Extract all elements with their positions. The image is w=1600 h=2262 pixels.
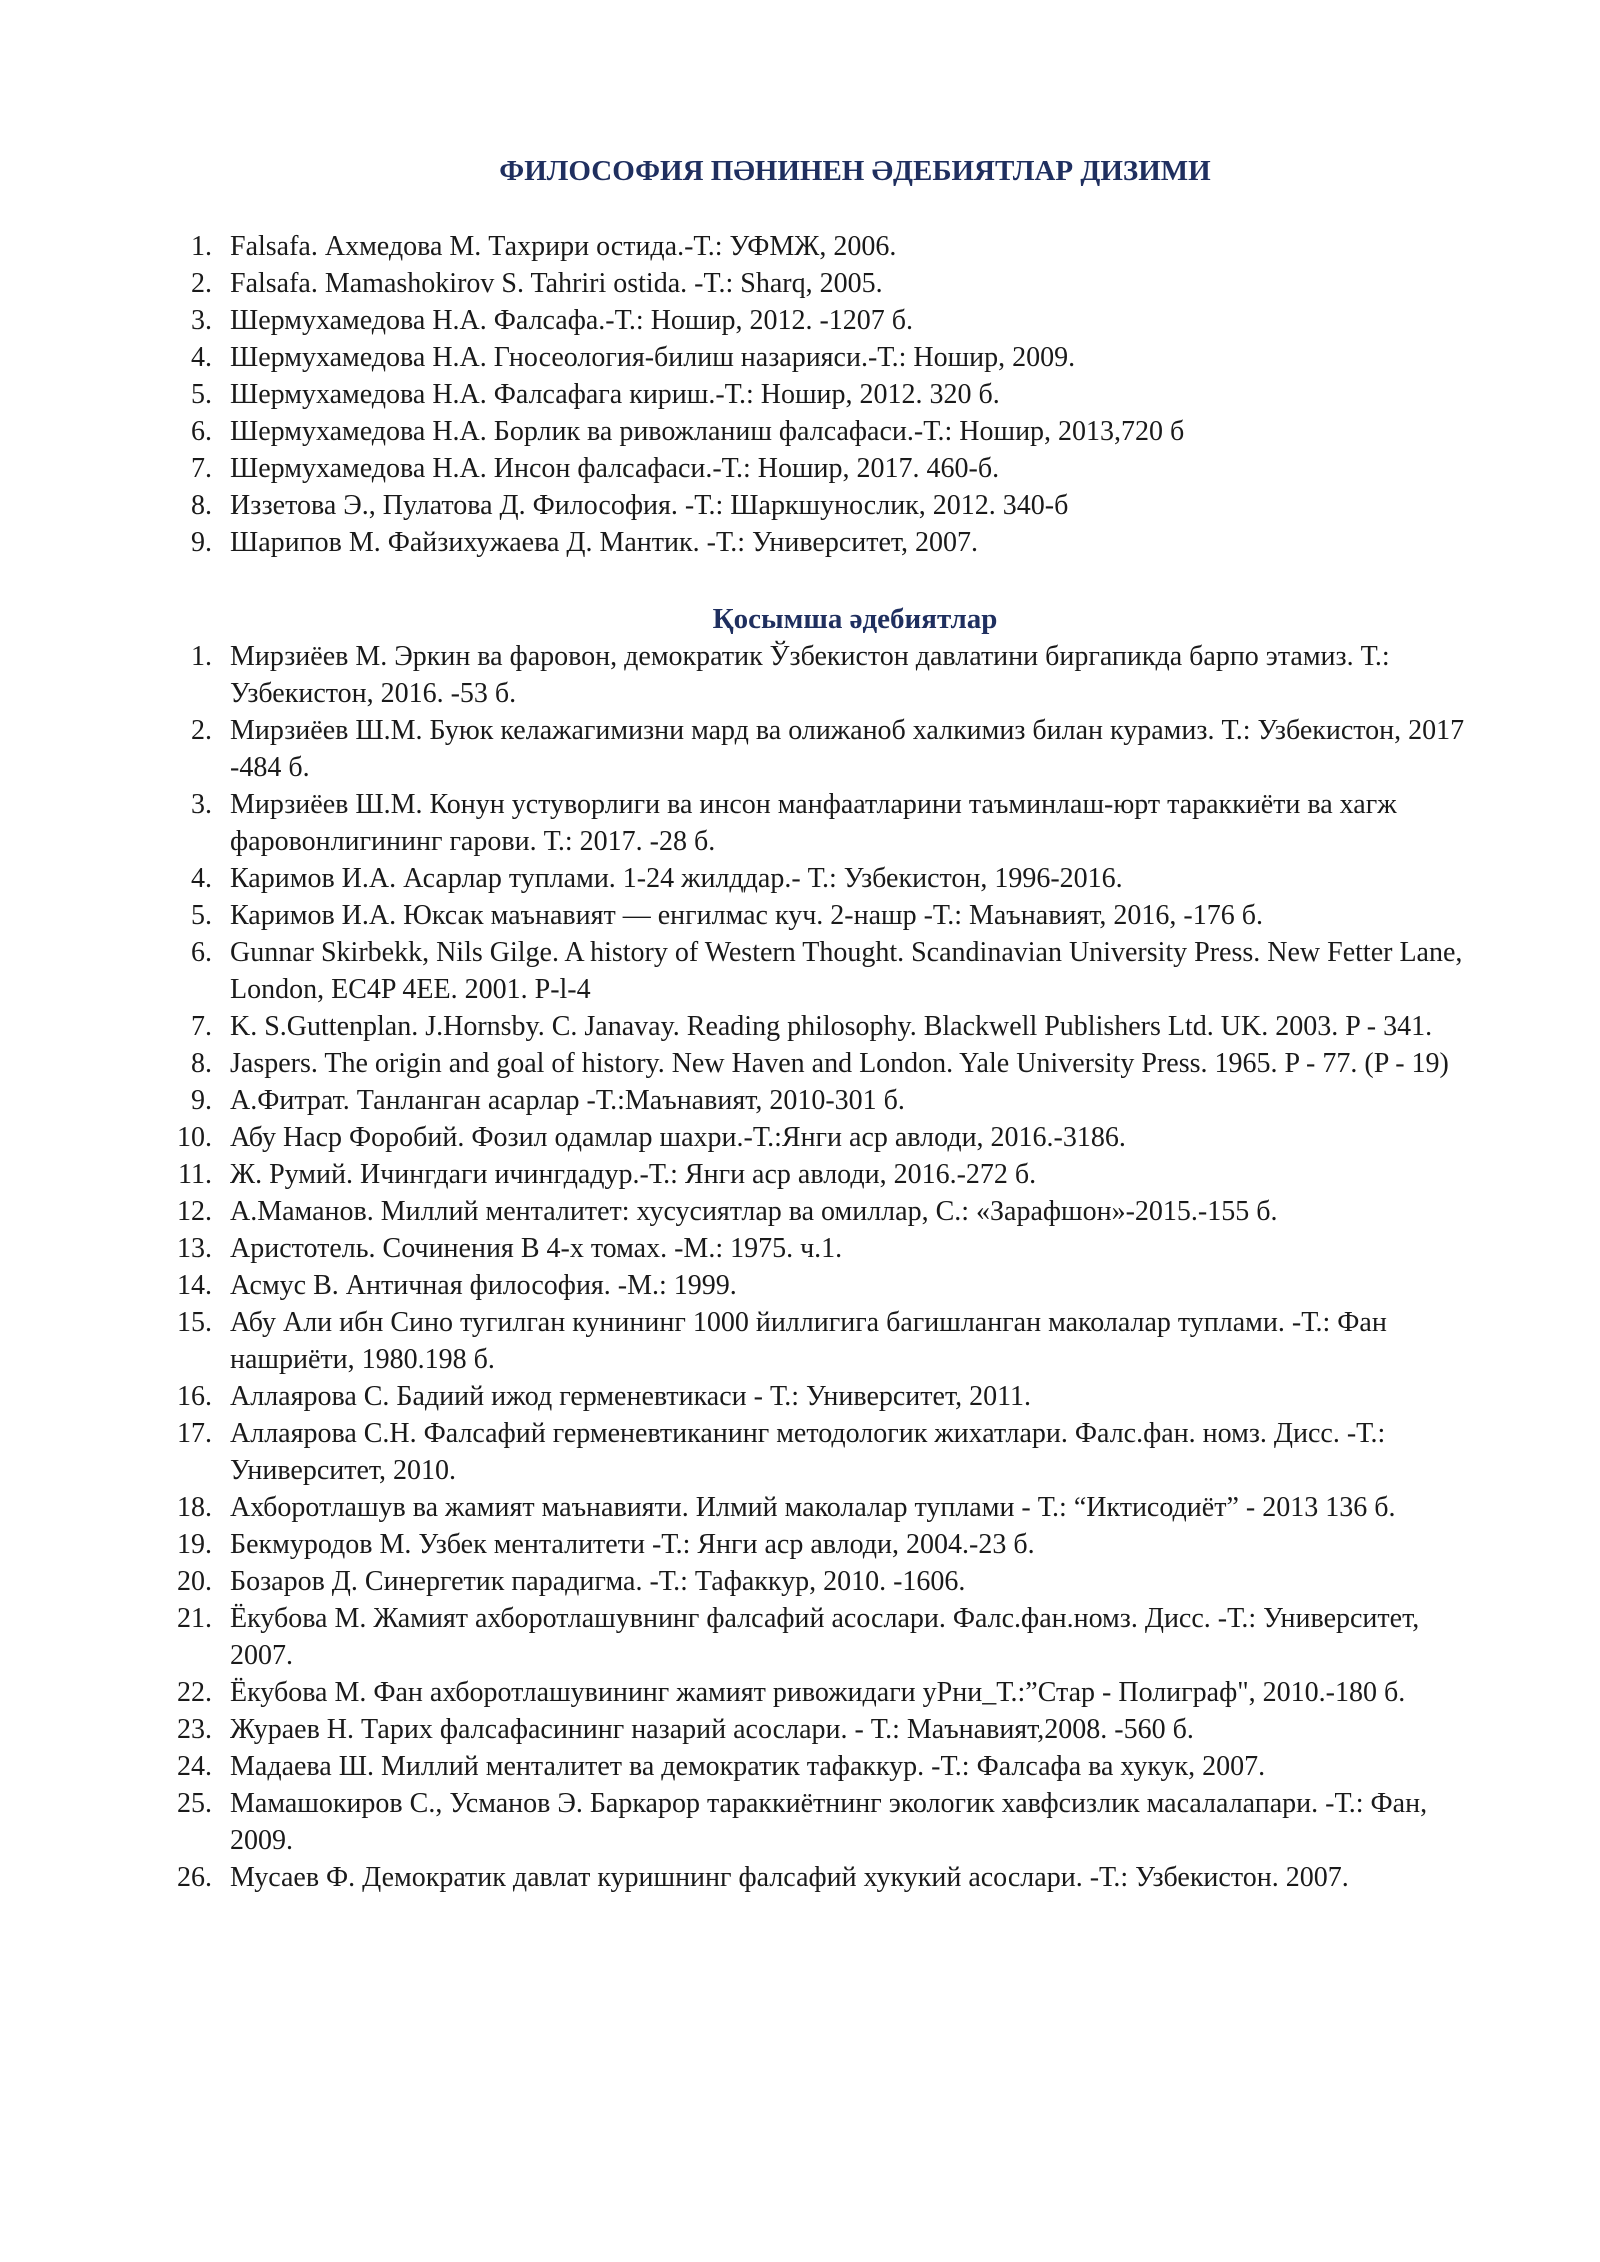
list-item — [0, 1748, 1480, 1785]
list-item-number: 1. — [191, 231, 212, 262]
list-item — [0, 1082, 1480, 1119]
list-item-number: 14. — [177, 1270, 212, 1301]
list-item-number: 8. — [191, 1048, 212, 1079]
list-item-text: Бекмуродов М. Узбек менталитети -Т.: Янги аср авлоди, 2004.-23 б. — [230, 1529, 1035, 1560]
list-item — [0, 302, 1480, 339]
list-item-text: K. S.Guttenplan. J.Hornsby. C. Janavay. Reading philosophy. Blackwell Publishers Ltd. UK. 2003. P - 341. — [230, 1011, 1433, 1042]
list-item-text: Мадаева Ш. Миллий менталитет ва демократик тафаккур. -Т.: Фалсафа ва хукук, 2007. — [230, 1751, 1266, 1782]
list-item-text: Иззетова Э., Пулатова Д. Философия. -Т.: Шаркшунослик, 2012. 340-б — [230, 490, 1069, 521]
list-item — [0, 1859, 1480, 1896]
list-item-text: Мамашокиров С., Усманов Э. Баркарор тараккиётнинг экологик хавфсизлик масалалапари. -Т.: Фан, 2009. — [230, 1788, 1428, 1856]
list-item — [0, 1119, 1480, 1156]
list-item-text: Ёкубова М. Жамият ахборотлашувнинг фалсафий асослари. Фалс.фан.номз. Дисс. -Т.: Университет, 2007. — [230, 1603, 1420, 1671]
list-item — [0, 1008, 1480, 1045]
list-item — [0, 1711, 1480, 1748]
list-item-text: Асмус В. Античная философия. -М.: 1999. — [230, 1270, 737, 1301]
list-item-text: Каримов И.А. Асарлар туплами. 1-24 жилддар.- Т.: Узбекистон, 1996-2016. — [230, 863, 1123, 894]
list-item-number: 1. — [191, 641, 212, 672]
list-item-number: 9. — [191, 527, 212, 558]
list-item-text: Gunnar Skirbekk, Nils Gilge. A history of Western Thought. Scandinavian University Press. New Fetter Lane, London, EC4P 4EE. 2001. P-l-4 — [230, 937, 1463, 1005]
list-item-number: 8. — [191, 490, 212, 521]
additional-literature-title: Қосымша әдебиятлар — [712, 603, 998, 635]
list-item-text: Мирзиёев М. Эркин ва фаровон, демократик Ўзбекистон давлатини биргапикда барпо этамиз. Т.: Узбекистон, 2016. -53 б. — [230, 641, 1390, 709]
list-item — [0, 339, 1480, 376]
list-item-text: Бозаров Д. Синергетик парадигма. -Т.: Тафаккур, 2010. -1606. — [230, 1566, 966, 1597]
list-item-number: 13. — [177, 1233, 212, 1264]
list-item-number: 18. — [177, 1492, 212, 1523]
list-item-number: 6. — [191, 416, 212, 447]
list-item-number: 4. — [191, 863, 212, 894]
list-item-text: Абу Али ибн Сино тугилган кунининг 1000 йиллигига багишланган маколалар туплами. -Т.: Фан нашриёти, 1980.198 б. — [230, 1307, 1387, 1375]
list-item-text: Мусаев Ф. Демократик давлат куришнинг фалсафий хукукий асослари. -Т.: Узбекистон. 2007. — [230, 1862, 1349, 1893]
list-item-number: 6. — [191, 937, 212, 968]
list-item — [0, 1785, 1480, 1859]
list-item — [0, 450, 1480, 487]
list-item-number: 22. — [177, 1677, 212, 1708]
list-item — [0, 786, 1480, 860]
list-item-text: Шермухамедова Н.А. Фалсафа.-Т.: Ношир, 2012. -1207 б. — [230, 305, 914, 336]
list-item — [0, 487, 1480, 524]
list-item-text: Мирзиёев Ш.М. Конун устуворлиги ва инсон манфаатларини таъминлаш-юрт тараккиёти ва хагж фаровонлигининг гарови. Т.: 2017. -28 б. — [230, 789, 1397, 857]
list-item-number: 20. — [177, 1566, 212, 1597]
list-item-number: 5. — [191, 900, 212, 931]
page-title: ФИЛОСОФИЯ ПӘНИНЕН ӘДЕБИЯТЛАР ДИЗИМИ — [499, 155, 1211, 187]
list-item — [0, 1304, 1480, 1378]
list-item-number: 4. — [191, 342, 212, 373]
list-item — [0, 1415, 1480, 1489]
list-item — [0, 712, 1480, 786]
list-item — [0, 1193, 1480, 1230]
list-item-text: Jaspers. The origin and goal of history. New Haven and London. Yale University Press. 1965. P - 77. (P - 19) — [230, 1048, 1449, 1079]
list-item — [0, 376, 1480, 413]
list-item-text: Ёкубова М. Фан ахборотлашувининг жамият ривожидаги уРни_Т.:”Стар - Полиграф", 2010.-180 б. — [230, 1677, 1406, 1708]
list-item — [0, 413, 1480, 450]
list-item — [0, 1045, 1480, 1082]
list-item-text: Абу Наср Форобий. Фозил одамлар шахри.-Т.:Янги аср авлоди, 2016.-3186. — [230, 1122, 1126, 1153]
list-item-text: Аллаярова С.Н. Фалсафий герменевтиканинг методологик жихатлари. Фалс.фан. номз. Дисс. -Т.: Университет, 2010. — [230, 1418, 1386, 1486]
list-item-text: Аллаярова С. Бадиий ижод герменевтикаси - Т.: Университет, 2011. — [230, 1381, 1032, 1412]
list-item-number: 7. — [191, 453, 212, 484]
list-item-text: Шермухамедова Н.А. Фалсафага кириш.-Т.: Ношир, 2012. 320 б. — [230, 379, 1000, 410]
list-item-number: 12. — [177, 1196, 212, 1227]
list-item-number: 23. — [177, 1714, 212, 1745]
list-item-text: Жураев Н. Тарих фалсафасининг назарий асослари. - Т.: Маънавият,2008. -560 б. — [230, 1714, 1194, 1745]
list-item — [0, 934, 1480, 1008]
list-item-number: 15. — [177, 1307, 212, 1338]
list-item — [0, 524, 1480, 561]
list-item-text: Falsafa. Ахмедова М. Тахрири остида.-Т.: УФМЖ, 2006. — [230, 231, 897, 262]
list-item-number: 19. — [177, 1529, 212, 1560]
list-item — [0, 897, 1480, 934]
list-item-text: Шермухамедова Н.А. Гносеология-билиш назарияси.-Т.: Ношир, 2009. — [230, 342, 1076, 373]
list-item-text: Шарипов М. Файзихужаева Д. Мантик. -Т.: Университет, 2007. — [230, 527, 979, 558]
list-item — [0, 228, 1480, 265]
list-item-number: 3. — [191, 305, 212, 336]
list-item-number: 3. — [191, 789, 212, 820]
list-item-number: 17. — [177, 1418, 212, 1449]
list-item-text: Аристотель. Сочинения В 4-х томах. -М.: 1975. ч.1. — [230, 1233, 843, 1264]
main-literature-list — [0, 228, 1600, 561]
list-item-number: 26. — [177, 1862, 212, 1893]
list-item — [0, 265, 1480, 302]
list-item-text: Мирзиёев Ш.М. Буюк келажагимизни мард ва олижаноб халкимиз билан курамиз. Т.: Узбекистон, 2017 -484 б. — [230, 715, 1465, 783]
list-item-text: А.Фитрат. Танланган асарлар -Т.:Маънавият, 2010-301 б. — [230, 1085, 905, 1116]
list-item-number: 9. — [191, 1085, 212, 1116]
list-item-text: Ахборотлашув ва жамият маънавияти. Илмий маколалар туплами - Т.: “Иктисодиёт” - 2013 136 б. — [230, 1492, 1396, 1523]
list-item — [0, 860, 1480, 897]
list-item — [0, 1600, 1480, 1674]
list-item — [0, 1156, 1480, 1193]
list-item-text: Falsafa. Mamashokirov S. Tahriri ostida. -T.: Sharq, 2005. — [230, 268, 883, 299]
list-item — [0, 1489, 1480, 1526]
list-item-number: 7. — [191, 1011, 212, 1042]
list-item — [0, 1563, 1480, 1600]
list-item-number: 25. — [177, 1788, 212, 1819]
list-item-text: Шермухамедова Н.А. Инсон фалсафаси.-Т.: Ношир, 2017. 460-б. — [230, 453, 1000, 484]
list-item-text: Ж. Румий. Ичингдаги ичингдадур.-Т.: Янги аср авлоди, 2016.-272 б. — [230, 1159, 1037, 1190]
list-item — [0, 1526, 1480, 1563]
list-item-text: А.Маманов. Миллий менталитет: хусусиятлар ва омиллар, С.: «Зарафшон»-2015.-155 б. — [230, 1196, 1278, 1227]
list-item-number: 16. — [177, 1381, 212, 1412]
list-item-number: 2. — [191, 268, 212, 299]
list-item — [0, 638, 1480, 712]
list-item — [0, 1674, 1480, 1711]
list-item-number: 10. — [177, 1122, 212, 1153]
list-item — [0, 1267, 1480, 1304]
list-item-number: 11. — [178, 1159, 212, 1190]
list-item — [0, 1378, 1480, 1415]
additional-literature-list — [0, 638, 1600, 1896]
list-item-text: Каримов И.А. Юксак маънавият — енгилмас куч. 2-нашр -Т.: Маънавият, 2016, -176 б. — [230, 900, 1263, 931]
list-item-text: Шермухамедова Н.А. Борлик ва ривожланиш фалсафаси.-Т.: Ношир, 2013,720 б — [230, 416, 1185, 447]
list-item-number: 21. — [177, 1603, 212, 1634]
list-item-number: 24. — [177, 1751, 212, 1782]
list-item-number: 5. — [191, 379, 212, 410]
list-item — [0, 1230, 1480, 1267]
list-item-number: 2. — [191, 715, 212, 746]
